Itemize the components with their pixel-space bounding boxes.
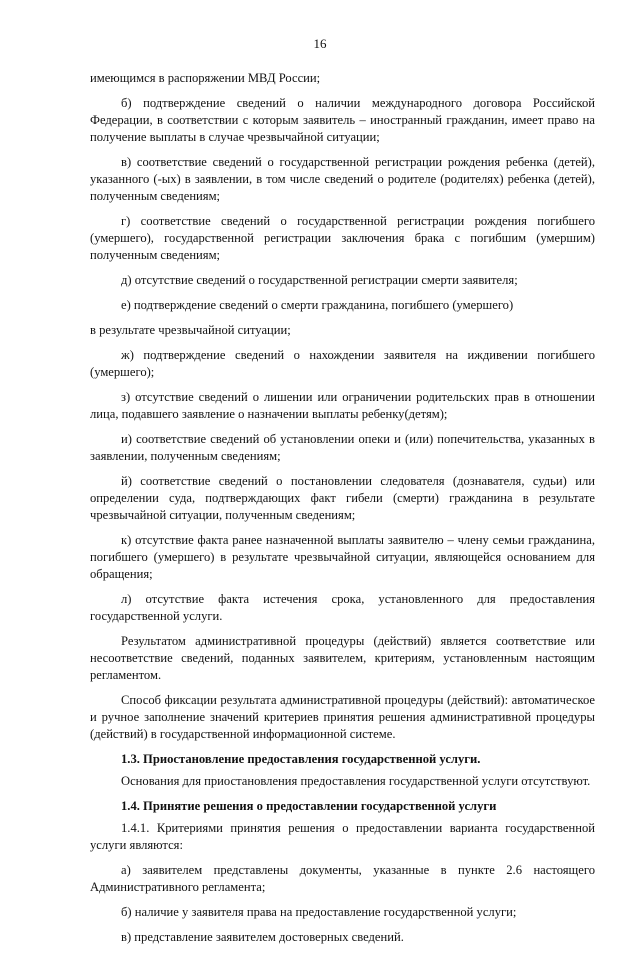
paragraph: и) соответствие сведений об установлении опеки и (или) попечительства, указанных в заявлении, полученным сведениям; — [90, 432, 595, 463]
paragraph: к) отсутствие факта ранее назначенной выплаты заявителю – члену семьи гражданина, погибшего (умершего) в результате чрезвычайной ситуации, являющейся основанием для обращения; — [90, 533, 595, 581]
paragraph: з) отсутствие сведений о лишении или ограничении родительских прав в отношении лица, подавшего заявление о назначении выплаты ребенку(детям); — [90, 390, 595, 421]
paragraph: б) наличие у заявителя права на предоставление государственной услуги; — [121, 905, 517, 919]
paragraph: г) соответствие сведений о государственной регистрации рождения погибшего (умершего), государственной регистрации заключения брака с погибшим (умершим) полученным сведениям; — [90, 214, 595, 262]
paragraph: Способ фиксации результата административной процедуры (действий): автоматическое и ручное заполнение значений критериев принятия решения административной процедуры (действий) в государственной информационной системе. — [90, 693, 595, 741]
section-heading: 1.4. Принятие решения о предоставлении государственной услуги — [121, 799, 497, 813]
document-body — [90, 70, 595, 954]
paragraph: в результате чрезвычайной ситуации; — [90, 323, 291, 337]
paragraph: л) отсутствие факта истечения срока, установленного для предоставления государственной услуги. — [90, 592, 595, 623]
paragraph: д) отсутствие сведений о государственной регистрации смерти заявителя; — [121, 273, 518, 287]
paragraph: б) подтверждение сведений о наличии международного договора Российской Федерации, в соответствии с которым заявитель – иностранный гражданин, имеет право на получение выплаты в случае чрезвычайной ситуации; — [90, 96, 595, 144]
paragraph: й) соответствие сведений о постановлении следователя (дознавателя, судьи) или определении суда, подтверждающих факт гибели (смерти) гражданина в результате чрезвычайной ситуации, полученным сведениям; — [90, 474, 595, 522]
page-number: 16 — [313, 36, 327, 51]
paragraph: ж) подтверждение сведений о нахождении заявителя на иждивении погибшего (умершего); — [90, 348, 595, 379]
section-heading: 1.3. Приостановление предоставления государственной услуги. — [121, 752, 481, 766]
paragraph: Результатом административной процедуры (действий) является соответствие или несоответствие сведений, поданных заявителем, критериям, установленным настоящим регламентом. — [90, 634, 595, 682]
paragraph: е) подтверждение сведений о смерти гражданина, погибшего (умершего) — [121, 298, 514, 312]
paragraph: 1.4.1. Критериями принятия решения о предоставлении варианта государственной услуги являются: — [90, 821, 595, 852]
paragraph: имеющимся в распоряжении МВД России; — [90, 71, 321, 85]
paragraph: в) представление заявителем достоверных сведений. — [121, 930, 404, 944]
paragraph: в) соответствие сведений о государственной регистрации рождения ребенка (детей), указанного (-ых) в заявлении, в том числе сведений о родителе (родителях) ребенка (детей), полученным сведениям; — [90, 155, 595, 203]
paragraph: Основания для приостановления предоставления государственной услуги отсутствуют. — [121, 774, 591, 788]
paragraph: а) заявителем представлены документы, указанные в пункте 2.6 настоящего Административного регламента; — [90, 863, 595, 894]
